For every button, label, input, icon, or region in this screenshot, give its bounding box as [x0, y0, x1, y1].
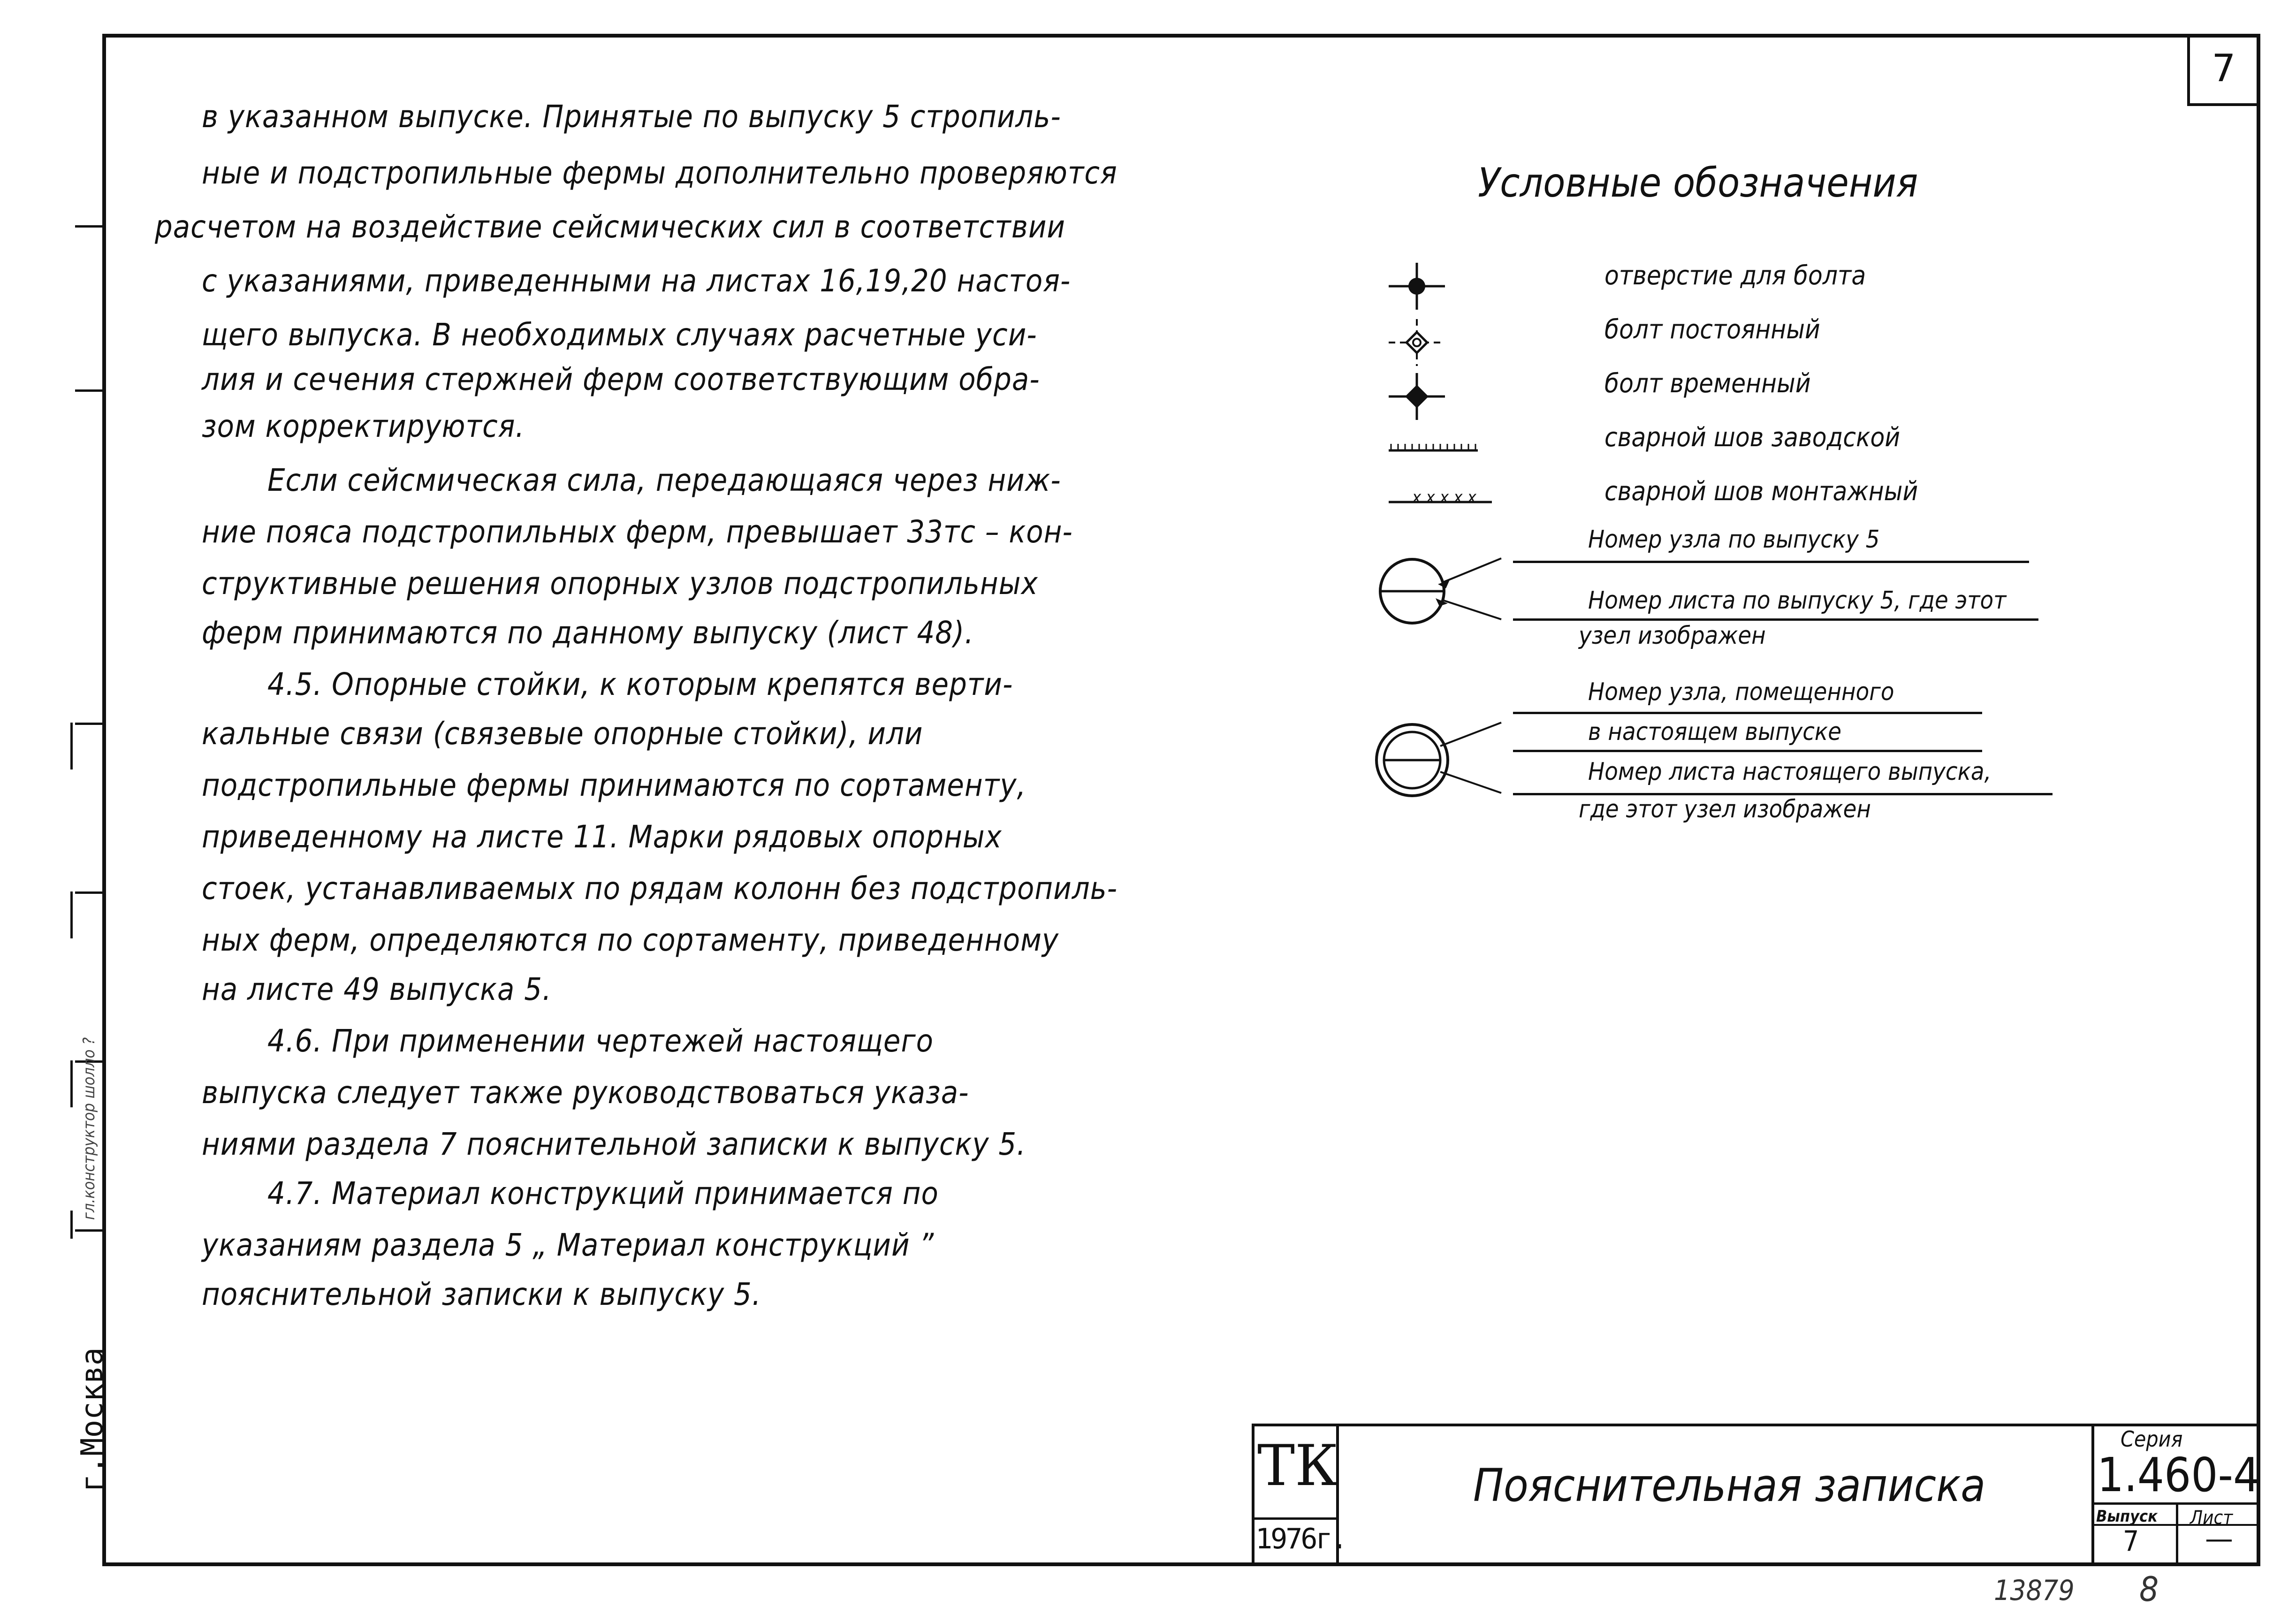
body-line: подстропильные фермы принимаются по сортаменту,: [202, 767, 1026, 803]
body-line: ниями раздела 7 пояснительной записки к выпуску 5.: [202, 1126, 1026, 1162]
leader-line: [1513, 712, 1982, 714]
node-ref-this-3: Номер листа настоящего выпуска,: [1588, 758, 1992, 786]
body-line: выпуска следует также руководствоваться указа-: [202, 1074, 969, 1111]
body-line: зом корректируются.: [202, 408, 525, 444]
node-ref-this-4: где этот узел изображен: [1579, 795, 1871, 823]
body-line: на листе 49 выпуска 5.: [202, 971, 552, 1007]
body-line: приведенному на листе 11. Марки рядовых опорных: [202, 819, 1002, 855]
legend-item-permanent-bolt: болт постоянный: [1604, 314, 1820, 345]
org-label: ТК: [1257, 1433, 1338, 1499]
series-label: Серия: [2121, 1426, 2183, 1452]
body-line: 4.6. При применении чертежей настоящего: [267, 1023, 934, 1059]
body-line: пояснительной записки к выпуску 5.: [202, 1276, 761, 1312]
issue-value: 7: [2123, 1525, 2139, 1558]
node-ref-5-top: Номер узла по выпуску 5: [1588, 526, 1880, 554]
node-ref-circle-icon: [1380, 558, 1501, 623]
body-line: в указанном выпуске. Принятые по выпуску 5 стропиль-: [202, 99, 1061, 135]
sheet-label: Лист: [2190, 1507, 2233, 1529]
legend-item-factory-weld: сварной шов заводской: [1604, 422, 1901, 453]
legend-item-bolt-hole: отверстие для болта: [1604, 260, 1866, 291]
sheet-value: —: [2205, 1523, 2233, 1555]
body-line: 4.7. Материал конструкций принимается по: [267, 1175, 939, 1211]
body-line: ные и подстропильные фермы дополнительно проверяются: [202, 155, 1118, 191]
node-ref-this-1: Номер узла, помещенного: [1588, 678, 1894, 706]
node-ref-double-circle-icon: [1376, 723, 1501, 796]
node-ref-5-bottom-2: узел изображен: [1579, 622, 1766, 650]
body-line: щего выпуска. В необходимых случаях расчетные уси-: [202, 317, 1037, 353]
sheet-number: 7: [2187, 36, 2258, 106]
factory-weld-icon: [1389, 444, 1478, 450]
side-stamp: гл.конструктор шолло ?: [80, 1037, 99, 1220]
body-line: указаниям раздела 5 „ Материал конструкций ”: [202, 1227, 935, 1263]
temporary-bolt-icon: [1389, 373, 1445, 420]
leader-line: [1513, 618, 2038, 621]
bolt-hole-icon: [1389, 263, 1445, 310]
legend-item-site-weld: сварной шов монтажный: [1604, 476, 1918, 507]
site-weld-marks: x x x x x: [1412, 488, 1476, 507]
body-line: ных ферм, определяются по сортаменту, приведенному: [202, 922, 1059, 958]
body-line: с указаниями, приведенными на листах 16,19,20 настоя-: [202, 263, 1071, 299]
footer-page: 8: [2139, 1569, 2159, 1609]
body-line: ферм принимаются по данному выпуску (лист 48).: [202, 615, 974, 651]
node-ref-5-bottom-1: Номер листа по выпуску 5, где этот: [1588, 587, 2007, 615]
document-title: Пояснительная записка: [1473, 1459, 1986, 1512]
legend-symbols: [1361, 253, 1529, 863]
body-line: ние пояса подстропильных ферм, превышает 33тс – кон-: [202, 514, 1073, 550]
issue-label: Выпуск: [2096, 1507, 2158, 1526]
body-line: Если сейсмическая сила, передающаяся через ниж-: [267, 462, 1061, 498]
leader-line: [1513, 561, 2029, 563]
leader-line: [1513, 750, 1982, 752]
body-line: лия и сечения стержней ферм соответствующим обра-: [202, 361, 1040, 397]
body-line: расчетом на воздействие сейсмических сил в соответствии: [155, 209, 1065, 245]
permanent-bolt-icon: [1389, 319, 1445, 366]
node-ref-this-2: в настоящем выпуске: [1588, 718, 1841, 746]
legend-item-temporary-bolt: болт временный: [1604, 368, 1811, 399]
body-line: стоек, устанавливаемых по рядам колонн без подстропиль-: [202, 870, 1118, 907]
footer-number: 13879: [1994, 1574, 2075, 1607]
body-line: 4.5. Опорные стойки, к которым крепятся верти-: [267, 666, 1013, 702]
body-line: кальные связи (связевые опорные стойки), или: [202, 716, 923, 752]
legend-title: Условные обозначения: [1478, 160, 1918, 206]
year-label: 1976г.: [1255, 1523, 1346, 1555]
city-label: г.Москва: [75, 1347, 110, 1492]
body-line: структивные решения опорных узлов подстропильных: [202, 565, 1038, 602]
series-value: 1.460-4: [2097, 1447, 2260, 1502]
